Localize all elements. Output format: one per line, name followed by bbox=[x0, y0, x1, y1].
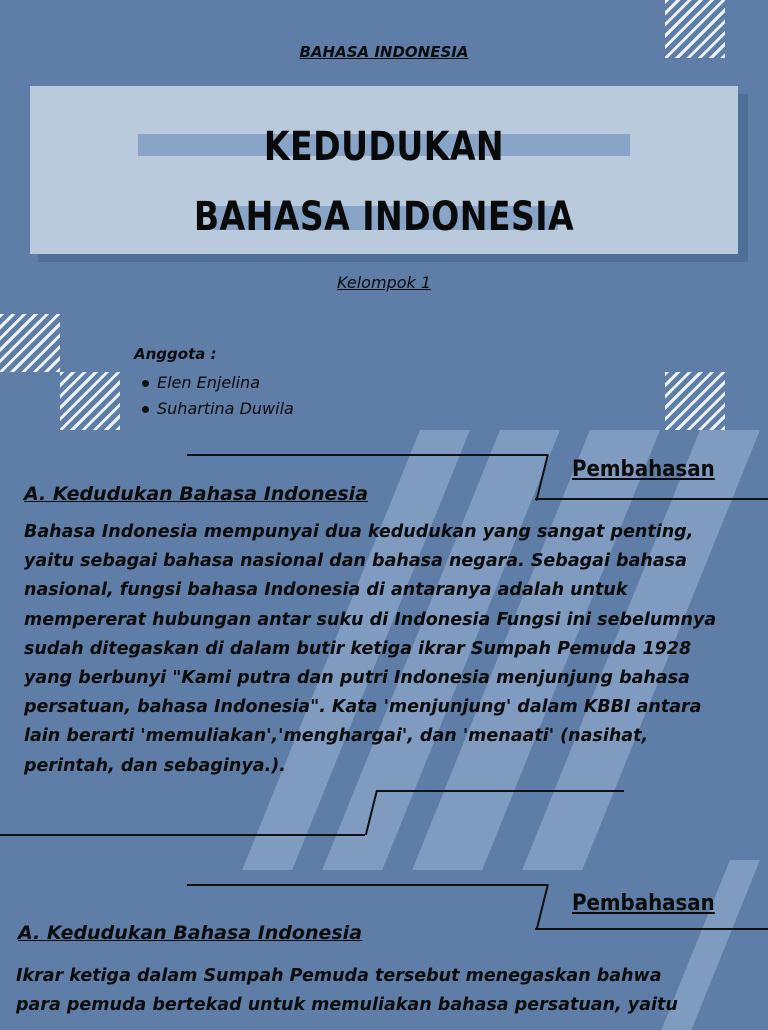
page-title bbox=[58, 112, 709, 252]
members-label: Anggota : bbox=[134, 345, 217, 363]
subject-label: BAHASA INDONESIA bbox=[299, 43, 469, 61]
member-name: Elen Enjelina bbox=[157, 373, 260, 392]
divider-line bbox=[187, 884, 547, 886]
section-heading: A. Kedudukan Bahasa Indonesia bbox=[24, 483, 369, 505]
bullet-icon bbox=[142, 380, 149, 387]
section-tag: Pembahasan bbox=[572, 457, 715, 482]
divider-line bbox=[535, 498, 768, 500]
hatch-pattern bbox=[0, 314, 60, 372]
divider-line bbox=[187, 454, 547, 456]
group-label: Kelompok 1 bbox=[336, 273, 432, 292]
section-body: Ikrar ketiga dalam Sumpah Pemuda tersebut menegaskan bahwa para pemuda bertekad untuk memuliakan bahasa persatuan, yaitu bbox=[16, 966, 678, 1016]
section-body: Bahasa Indonesia mempunyai dua kedudukan yang sangat penting, yaitu sebagai bahasa nasional dan bahasa negara. Sebagai bahasa nasional, fungsi bahasa Indonesia di antaranya adalah untuk mempererat hubungan antar suku di Indonesia Fungsi ini sebelumnya sudah ditegaskan di dalam butir ketiga ikrar Sumpah Pemuda 1928 yang berbunyi "Kami putra dan putri Indonesia menjunjung bahasa persatuan, bahasa Indonesia". Kata 'menjunjung' dalam KBBI antara lain berarti 'memuliakan','menghargai', dan 'menaati' (nasihat, perintah, dan sebaginya.). bbox=[24, 522, 717, 776]
member-name: Suhartina Duwila bbox=[157, 399, 294, 418]
section-heading: A. Kedudukan Bahasa Indonesia bbox=[18, 922, 363, 944]
title-line-2: BAHASA INDONESIA bbox=[193, 194, 575, 240]
divider-line bbox=[0, 834, 365, 836]
section-tag: Pembahasan bbox=[572, 891, 715, 916]
hatch-pattern bbox=[60, 372, 120, 430]
divider-line bbox=[535, 928, 768, 930]
title-line-1: KEDUDUKAN bbox=[263, 124, 505, 170]
divider-line bbox=[376, 790, 624, 792]
hatch-pattern bbox=[665, 372, 725, 430]
divider-slant bbox=[536, 884, 549, 929]
bullet-icon bbox=[142, 406, 149, 413]
